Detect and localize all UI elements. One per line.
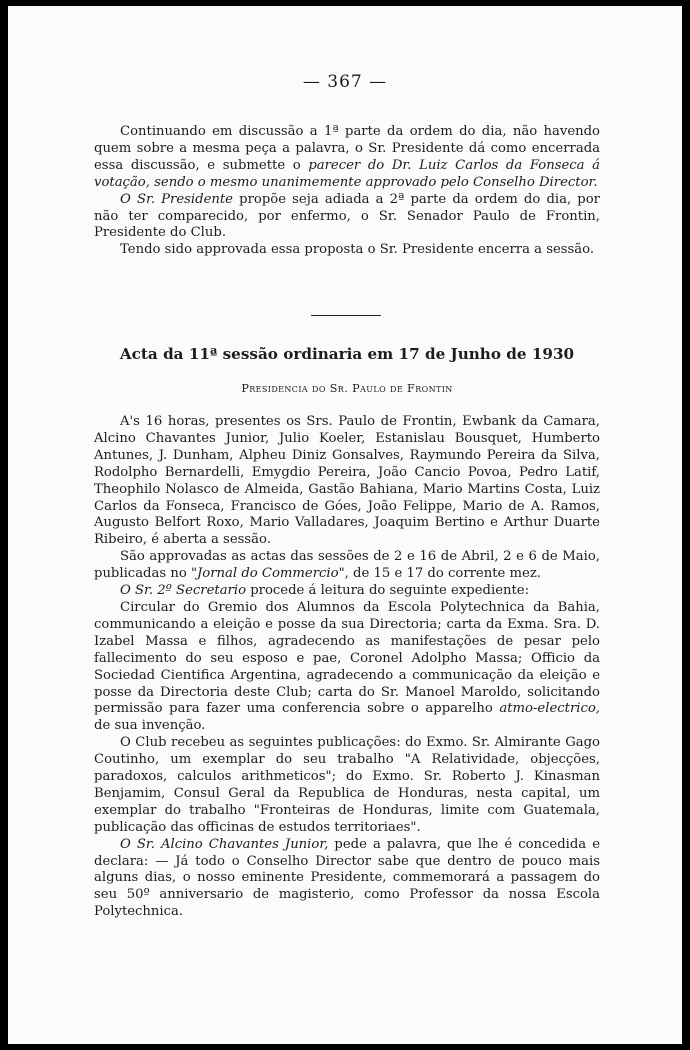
- section-title: Acta da 11ª sessão ordinaria em 17 de Junho de 1930: [119, 345, 575, 363]
- session-closing-text: [94, 124, 600, 259]
- page-number: — 367 —: [302, 72, 388, 92]
- paragraph: O Sr. Presidente propõe seja adiada a 2ª parte da ordem do dia, por não ter comparecido, por enfermo, o Sr. Senador Paulo de Frontin, Presidente do Club.: [94, 191, 600, 241]
- paragraph: Circular do Gremio dos Alumnos da Escola Polytechnica da Bahia, communicando a eleição e posse da sua Directoria; carta da Exma. Sra. D. Izabel Massa e filhos, agradecendo as manifestações de pesar pelo fallecimento do seu esposo e pae, Coronel Adolpho Massa; Officio da Sociedad Cientifica Argentina, agradecendo a communicação da eleição e posse da Directoria deste Club; carta do Sr. Manoel Maroldo, solicitando permissão para fazer uma conferencia sobre o apparelho atmo-electrico, de sua invenção.: [94, 599, 600, 734]
- section-divider: [311, 315, 381, 316]
- paragraph: São approvadas as actas das sessões de 2 e 16 de Abril, 2 e 6 de Maio, publicadas no "Jornal do Commercio", de 15 e 17 do corrente mez.: [94, 549, 600, 582]
- paragraph: O Club recebeu as seguintes publicações: do Exmo. Sr. Almirante Gago Coutinho, um exemplar do seu trabalho "A Relatividade, objecções, paradoxos, calculos arithmeticos"; do Exmo. Sr. Roberto J. Kinasman Benjamim, Consul Geral da Republica de Honduras, nesta capital, um exemplar do trabalho "Fronteiras de Honduras, limite com Guatemala, publicação das officinas de estudos territoriaes".: [94, 735, 600, 835]
- paragraph: Continuando em discussão a 1ª parte da ordem do dia, não havendo quem sobre a mesma peça a palavra, o Sr. Presidente dá como encerrada essa discussão, e submette o parecer do Dr. Luiz Carlos da Fonseca á votação, sendo o mesmo unanimemente approvado pelo Conselho Director.: [94, 124, 601, 190]
- paragraph: O Sr. 2º Secretario procede á leitura do seguinte expediente:: [120, 583, 530, 599]
- paragraph: O Sr. Alcino Chavantes Junior, pede a palavra, que lhe é concedida e declara: — Já todo o Conselho Director sabe que dentro de pouco mais alguns dias, o nosso eminente Presidente, commemorará a passagem do seu 50º anniversario de magisterio, como Professor da nossa Escola Polytechnica.: [94, 836, 600, 920]
- paragraph: Tendo sido approvada essa proposta o Sr. Presidente encerra a sessão.: [120, 242, 595, 258]
- presidency-line: Presidencia do Sr. Paulo de Frontin: [241, 382, 453, 395]
- document-page: [8, 6, 682, 1044]
- paragraph: A's 16 horas, presentes os Srs. Paulo de Frontin, Ewbank da Camara, Alcino Chavantes Junior, Julio Koeler, Estanislau Bousquet, Humberto Antunes, J. Dunham, Alpheu Diniz Gonsalves, Raymundo Pereira da Silva, Rodolpho Bernardelli, Emygdio Pereira, João Cancio Povoa, Pedro Latif, Theophilo Nolasco de Almeida, Gastão Bahiana, Mario Martins Costa, Luiz Carlos da Fonseca, Francisco de Góes, João Felippe, Mario de A. Ramos, Augusto Belfort Roxo, Mario Valladares, Joaquim Bertino e Arthur Duarte Ribeiro, é aberta a sessão.: [94, 414, 600, 548]
- session-minutes-text: [94, 414, 600, 921]
